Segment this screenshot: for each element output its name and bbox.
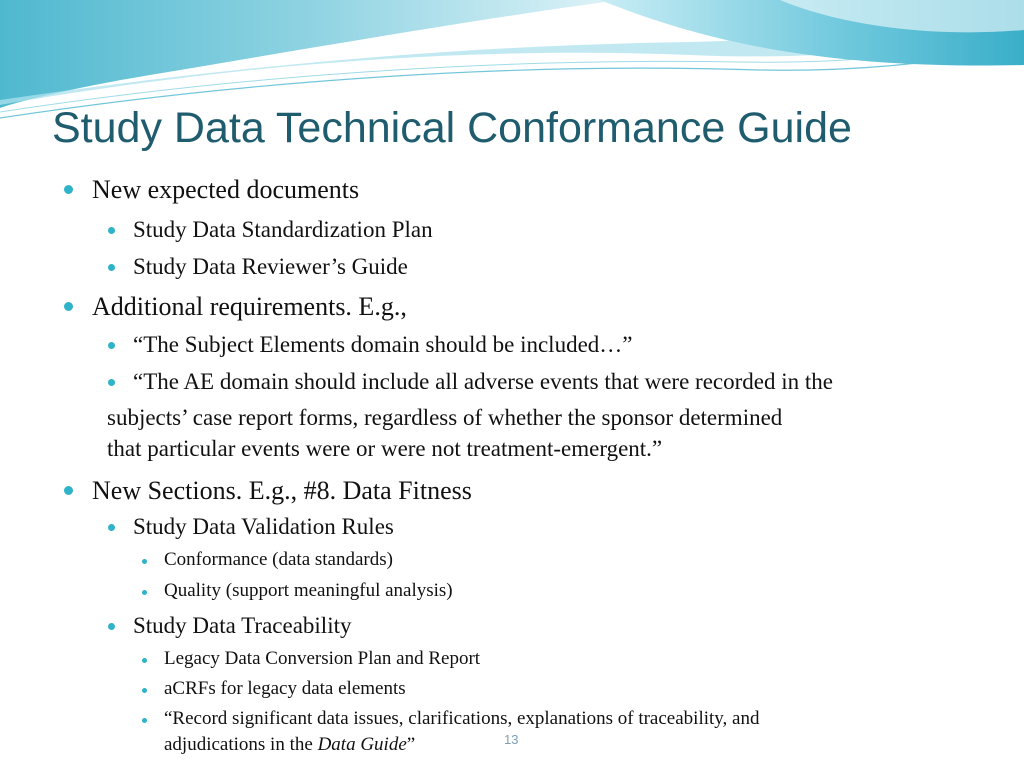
bullet-dot	[142, 559, 147, 564]
bullet-dot	[142, 688, 147, 693]
bullet-level2-reviewers-guide: Study Data Reviewer’s Guide	[133, 254, 408, 279]
bullet-level3-legacy-conversion: Legacy Data Conversion Plan and Report	[164, 648, 481, 669]
bullet-level2-ae-domain-quote: “The AE domain should include all adverse events that were recorded in the	[133, 369, 833, 394]
bullet-dot	[142, 658, 147, 663]
record-issues-prefix: adjudications in the	[164, 734, 318, 755]
data-guide-italic: Data Guide	[317, 734, 407, 755]
bullet-dot	[64, 185, 73, 194]
page-number: 13	[504, 732, 519, 747]
bullet-level3-acrfs: aCRFs for legacy data elements	[164, 678, 406, 699]
bullet-dot	[108, 264, 115, 271]
ae-domain-quote-continuation-2: that particular events were or were not treatment-emergent.”	[107, 436, 663, 461]
bullet-dot	[108, 342, 115, 349]
slide-title: Study Data Technical Conformance Guide	[52, 104, 852, 152]
bullet-level3-record-issues: “Record significant data issues, clarifications, explanations of traceability, and	[164, 708, 760, 729]
bullet-dot	[108, 623, 115, 630]
bullet-dot	[108, 524, 115, 531]
header-wave-decoration	[0, 0, 1024, 120]
bullet-dot	[142, 718, 147, 723]
bullet-dot	[142, 590, 147, 595]
bullet-level2-standardization-plan: Study Data Standardization Plan	[133, 217, 433, 242]
bullet-level2-traceability: Study Data Traceability	[133, 613, 352, 638]
bullet-level3-quality: Quality (support meaningful analysis)	[164, 580, 453, 601]
bullet-dot	[108, 227, 115, 234]
bullet-dot	[64, 302, 73, 311]
bullet-dot	[64, 486, 73, 495]
bullet-level3-conformance: Conformance (data standards)	[164, 549, 393, 570]
bullet-level2-subject-elements-quote: “The Subject Elements domain should be included…”	[133, 332, 633, 357]
ae-domain-quote-continuation-1: subjects’ case report forms, regardless of whether the sponsor determined	[107, 405, 783, 430]
bullet-level1-additional-requirements: Additional requirements. E.g.,	[92, 292, 407, 321]
bullet-dot	[108, 379, 115, 386]
bullet-level2-validation-rules: Study Data Validation Rules	[133, 514, 394, 539]
bullet-level1-new-expected-documents: New expected documents	[92, 175, 360, 204]
bullet-level1-new-sections: New Sections. E.g., #8. Data Fitness	[92, 476, 472, 505]
record-issues-suffix: ”	[406, 734, 416, 755]
record-issues-continuation	[164, 734, 415, 756]
